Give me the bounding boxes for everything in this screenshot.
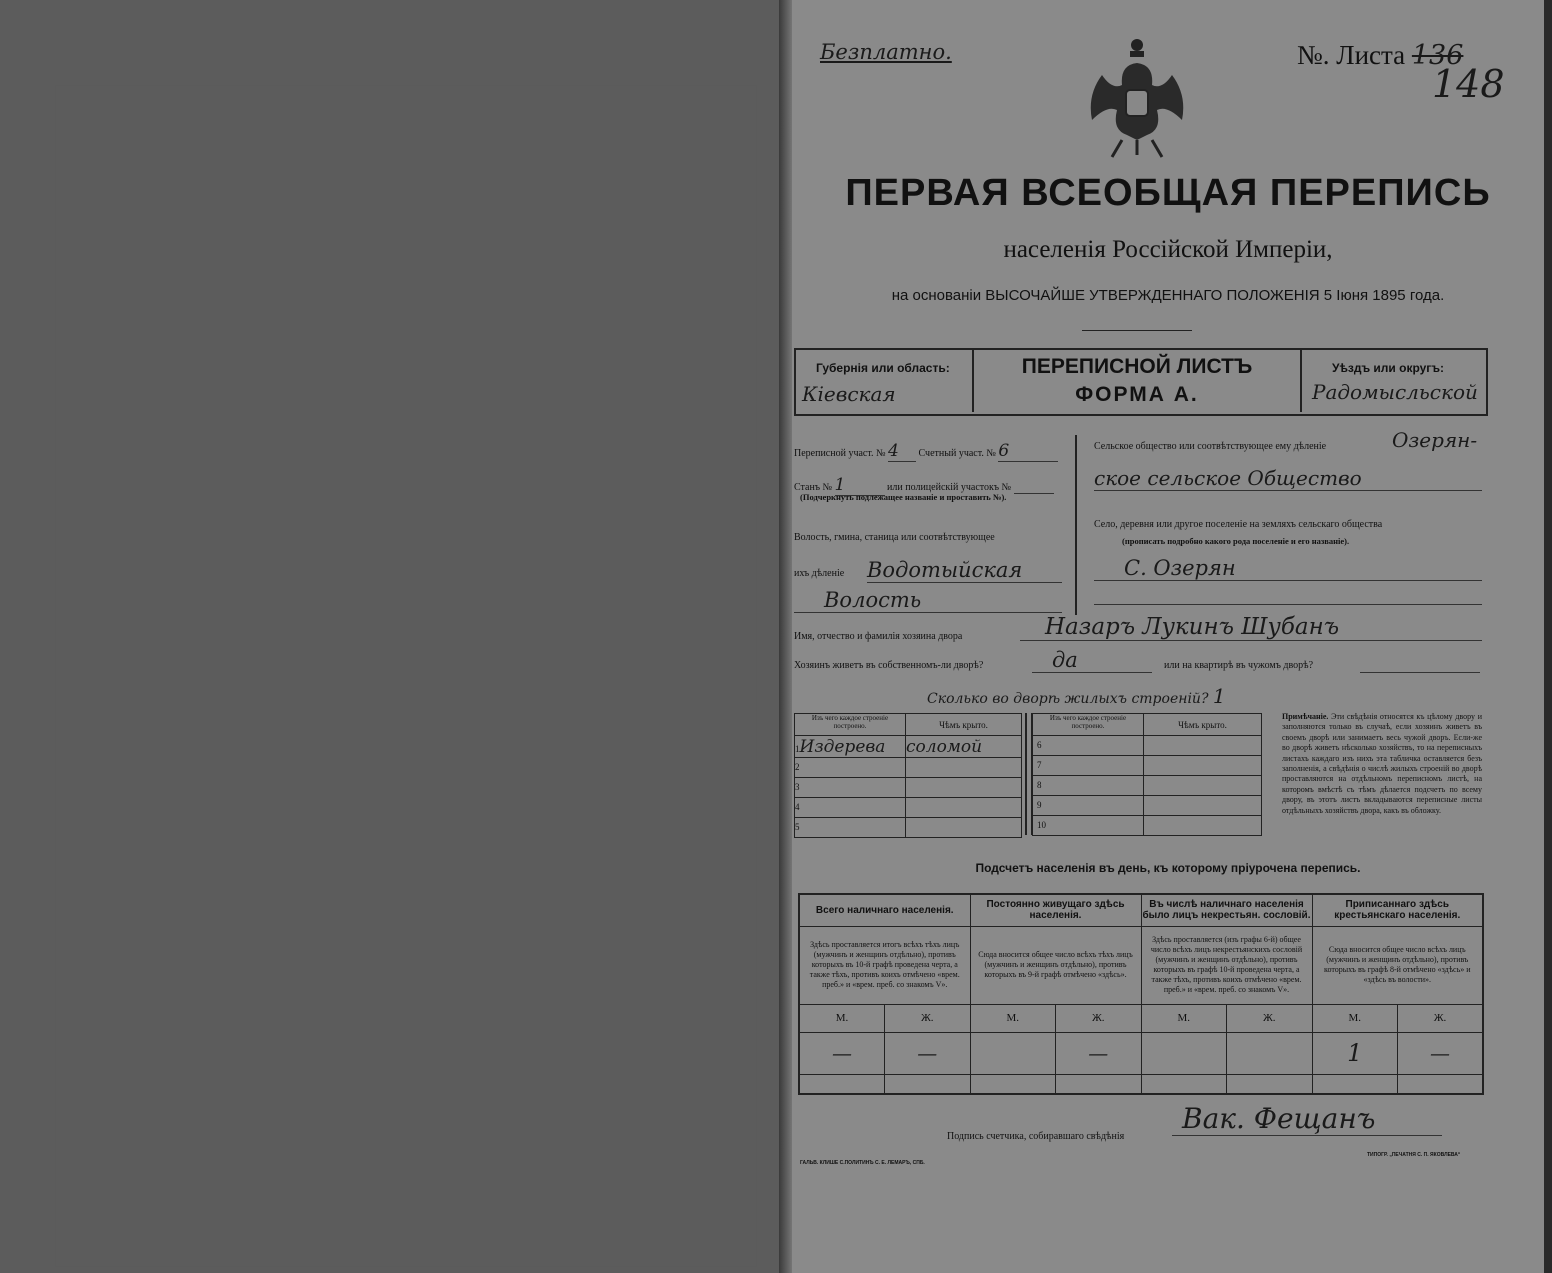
guberniya-label: Губернія или область:: [816, 361, 950, 375]
uezd-value: Радомысльской: [1312, 380, 1478, 404]
count-col-head: Постоянно живущаго здѣсь населенія.: [970, 894, 1141, 926]
male-head: М.: [799, 1004, 885, 1032]
owner-name-label: Имя, отчество и фамилія хозяина двора: [794, 631, 963, 642]
stan-value: 1: [835, 475, 885, 496]
table-row: [1033, 796, 1262, 816]
village-value: С. Озерян: [1094, 556, 1482, 581]
col-roof-head: Чѣмъ крыто.: [906, 714, 1022, 736]
count-col-desc: Сюда вносится общее число всѣхъ тѣхъ лицъ (мужчинъ и женщинъ отдѣльно), противъ которыхъ въ 9-й графѣ отмѣчено «здѣсь».: [970, 926, 1141, 1004]
sheet-title: ПЕРЕПИСНОЙ ЛИСТЪ: [1021, 355, 1253, 378]
sheet-number-label: №. Листа: [1297, 40, 1406, 70]
row-number: 1: [795, 743, 800, 754]
society-value-2: ское сельское Общество: [1094, 466, 1482, 491]
census-section-value: 4: [888, 441, 916, 462]
police-label: или полицейскій участокъ №: [887, 482, 1012, 493]
imprint-right: ТИПОГР. „ПЕЧАТНЯ С. П. ЯКОВЛЕВА“: [1367, 1152, 1461, 1158]
table-row: [795, 798, 1022, 818]
female-head: Ж.: [1227, 1004, 1313, 1032]
row-number: 7: [1037, 760, 1042, 770]
table-row: [795, 778, 1022, 798]
col-roof-head: Чѣмъ крыто.: [1144, 714, 1262, 736]
count-value: —: [799, 1032, 885, 1074]
female-head: Ж.: [1398, 1004, 1484, 1032]
buildings-table-left: [794, 713, 1022, 838]
book-spine: [779, 0, 793, 1273]
count-value: [1227, 1032, 1313, 1074]
row-number: 8: [1037, 780, 1042, 790]
count-table: [798, 893, 1484, 1095]
table-row: [1033, 736, 1262, 756]
police-blank: [1014, 482, 1054, 494]
count-col-desc: Сюда вносится общее число всѣхъ лицъ (мужчинъ и женщинъ отдѣльно), противъ которыхъ въ графѣ 8-й отмѣчено «здѣсь» и «здѣсь въ волости».: [1312, 926, 1483, 1004]
society-label: Сельское общество или соотвѣтствующее ему дѣленіе: [1094, 441, 1327, 452]
note-block: [1282, 712, 1482, 816]
table-row: [795, 818, 1022, 838]
count-value: —: [885, 1032, 971, 1074]
uezd-label: Уѣздъ или округъ:: [1332, 361, 1445, 375]
row-number: 9: [1037, 800, 1042, 810]
ornament-divider: [1082, 330, 1192, 331]
census-section-field: [794, 441, 1058, 462]
male-head: М.: [970, 1004, 1056, 1032]
col-material-head: Изъ чего каждое строеніе построено.: [795, 714, 906, 736]
census-section-label: Переписной участ. №: [794, 448, 886, 459]
count-col-head: Въ числѣ наличнаго населенія было лицъ некрестьян. сословій.: [1141, 894, 1312, 926]
owner-name-value: Назаръ Лукинъ Шубанъ: [1020, 614, 1482, 641]
volost-value-1: Водотыйская: [867, 558, 1062, 583]
table-row: [795, 736, 1022, 758]
owner-lives-value: да: [1032, 648, 1152, 673]
row-material: Издерева: [799, 736, 886, 757]
guberniya-value: Кіевская: [802, 382, 896, 406]
count-value: 1: [1312, 1032, 1398, 1074]
basis-line: на основаніи ВЫСОЧАЙШЕ УТВЕРЖДЕННАГО ПОЛОЖЕНІЯ 5 Іюня 1895 года.: [891, 287, 1445, 304]
buildings-table-right: [1032, 713, 1262, 836]
form-header-divider: [1300, 350, 1302, 412]
buildings-label: Сколько во дворѣ жилыхъ строеній?: [927, 691, 1209, 707]
imperial-eagle-icon: [1082, 35, 1192, 160]
volost-label-1: Волость, гмина, станица или соотвѣтствующее: [794, 532, 995, 543]
table-row: [1033, 776, 1262, 796]
census-form-page: [792, 0, 1544, 1273]
table-row: [795, 758, 1022, 778]
volost-value-2: Волость: [794, 588, 1062, 613]
count-section-value: 6: [998, 441, 1058, 462]
sheet-number-old: 136: [1411, 40, 1464, 71]
count-section-label: Счетный участ. №: [918, 448, 996, 459]
note-label: Примѣчаніе.: [1282, 712, 1329, 721]
count-value: —: [1398, 1032, 1484, 1074]
bleed-through-frame: [55, 85, 757, 1267]
row-number: 10: [1037, 820, 1046, 830]
count-value: [970, 1032, 1056, 1074]
main-title: ПЕРВАЯ ВСЕОБЩАЯ ПЕРЕПИСЬ: [845, 172, 1491, 214]
row-number: 4: [795, 802, 800, 812]
vertical-divider: [1075, 435, 1077, 615]
village-label: Село, деревня или другое поселеніе на земляхъ сельскаго общества: [1094, 519, 1383, 530]
form-name: ФОРМА А.: [1075, 383, 1199, 406]
count-col-desc: Здѣсь проставляется (изъ графы 6-й) общее число всѣхъ лицъ некрестьянскихъ сословій (мужчинъ и женщинъ отдѣльно), противъ которыхъ въ графѣ 10-й проведена черта, а также тѣхъ, противъ коихъ отмѣчено «врем. преб.» и «врем. преб. со знакомъ V».: [1141, 926, 1312, 1004]
count-col-head: Приписаннаго здѣсь крестьянскаго населенія.: [1312, 894, 1483, 926]
society-value-1: Озерян-: [1392, 428, 1478, 452]
female-head: Ж.: [1056, 1004, 1142, 1032]
row-number: 6: [1037, 740, 1042, 750]
imprint-left: ГАЛЬВ. КЛИШЕ С.ПОЛИТИНЪ С. Е. ЛЕМАРЪ, СПБ.: [800, 1160, 925, 1166]
count-col-desc: Здѣсь проставляется итогъ всѣхъ тѣхъ лицъ (мужчинъ и женщинъ отдѣльно), противъ которыхъ въ 10-й графѣ проведена черта, а также тѣхъ, противъ коихъ отмѣчено «врем. преб.» и «врем. преб. со знакомъ V».: [799, 926, 970, 1004]
count-title: Подсчетъ населенія въ день, къ которому пріурочена перепись.: [975, 861, 1361, 875]
male-head: М.: [1141, 1004, 1227, 1032]
sheet-number-new: 148: [1432, 62, 1505, 106]
owner-rent-label: или на квартирѣ въ чужомъ дворѣ?: [1164, 660, 1314, 671]
col-material-head: Изъ чего каждое строеніе построено.: [1033, 714, 1144, 736]
note-text: Эти свѣдѣнія относятся къ цѣлому двору и заполняются только въ случаѣ, если хозяинъ живетъ въ своемъ дворѣ или занимаетъ весь чужой дворъ. Если-же во дворѣ живетъ нѣсколько хозяйствъ, то на переписныхъ листахъ каждаго изъ нихъ эта табличка оставляется безъ заполненія, а свѣдѣнія о числѣ жилыхъ строеній во дворѣ проставляются на отдѣльномъ переписномъ листѣ, на которомъ вмѣстѣ съ тѣмъ дѣлается подсчетъ по всему двору, въ этотъ листъ вкладываются переписные листы отдѣльныхъ хозяйствъ двора, какъ въ обложку.: [1282, 712, 1482, 815]
underline-note: (Подчеркнуть подлежащее названіе и проставить №).: [800, 492, 1007, 502]
owner-lives-label: Хозяинъ живетъ въ собственномъ-ли дворѣ?: [794, 660, 984, 671]
village-extra-line: [1094, 604, 1482, 605]
table-row: [1033, 756, 1262, 776]
signature-value: Вак. Фещанъ: [1172, 1102, 1442, 1136]
owner-rent-blank: [1360, 672, 1480, 673]
count-value: [1141, 1032, 1227, 1074]
female-head: Ж.: [885, 1004, 971, 1032]
buildings-value: 1: [1212, 684, 1226, 708]
signature-label: Подпись счетчика, собиравшаго свѣдѣнія: [947, 1131, 1125, 1142]
buildings-count: [927, 684, 1226, 708]
row-number: 5: [795, 822, 800, 832]
row-number: 3: [795, 782, 800, 792]
stan-label: Станъ №: [794, 482, 833, 493]
subtitle: населенія Россійской Имперіи,: [1003, 236, 1333, 263]
male-head: М.: [1312, 1004, 1398, 1032]
village-note: (прописать подробно какого рода поселеніе и его названіе).: [1122, 536, 1350, 546]
row-roof: соломой: [906, 736, 1022, 758]
row-number: 2: [795, 762, 800, 772]
table-row: [1033, 816, 1262, 836]
volost-label-2: ихъ дѣленіе: [794, 568, 845, 579]
count-value: —: [1056, 1032, 1142, 1074]
count-col-head: Всего наличнаго населенія.: [799, 894, 970, 926]
free-label: Безплатно.: [820, 40, 952, 64]
